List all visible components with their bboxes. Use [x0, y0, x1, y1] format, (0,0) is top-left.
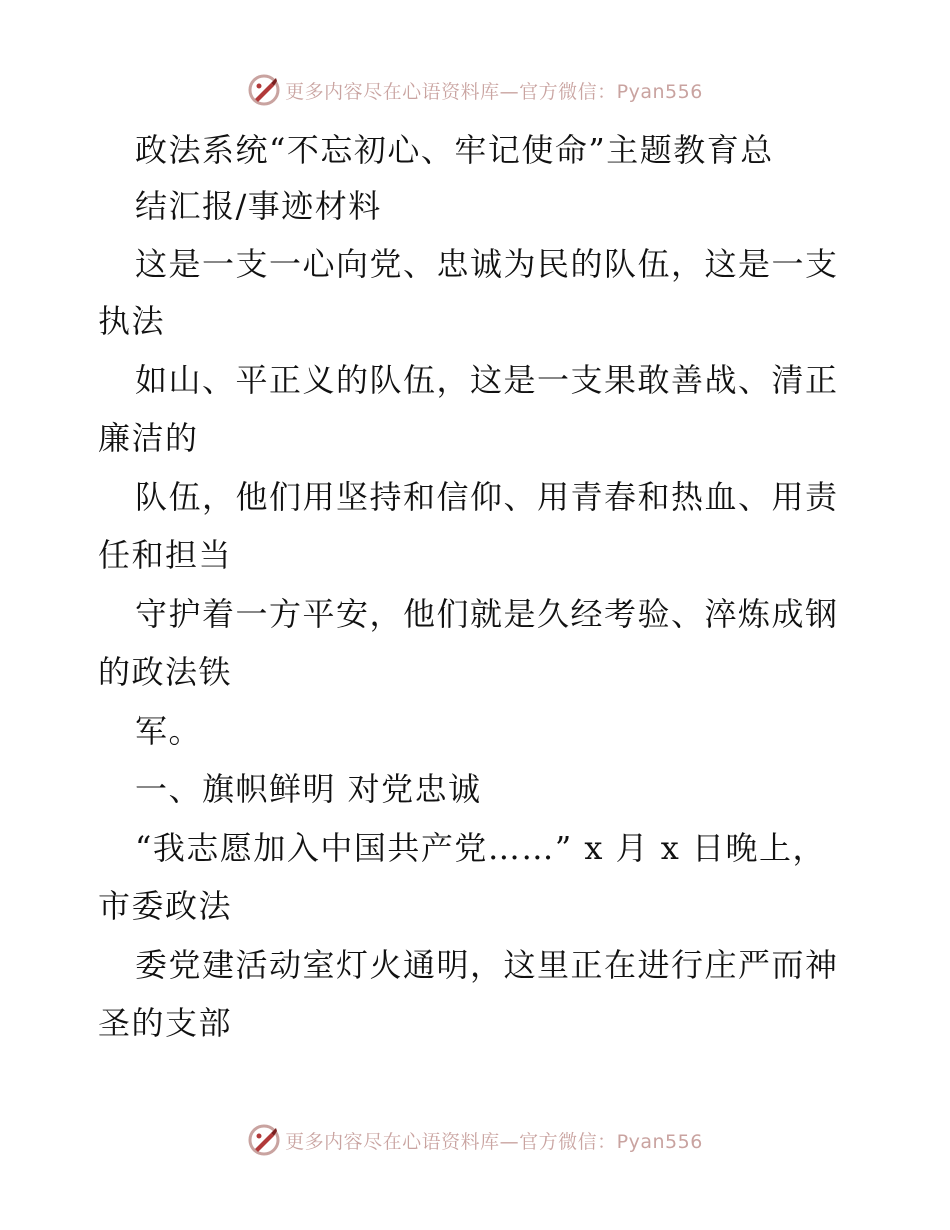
paragraph-line: 任和担当 — [98, 536, 233, 574]
quill-pen-logo-icon — [247, 73, 281, 107]
quill-pen-logo-icon — [247, 1123, 281, 1157]
header-banner-text: 更多内容尽在心语资料库—官方微信：Pyan556 — [285, 80, 703, 103]
paragraph-line: 执法 — [98, 302, 166, 340]
paragraph-line: 的政法铁 — [98, 653, 233, 691]
header-banner — [0, 70, 950, 110]
paragraph-line: 廉洁的 — [98, 419, 199, 457]
paragraph-line: 这是一支一心向党、忠诚为民的队伍，这是一支 — [135, 245, 839, 283]
title-line-2: 结汇报/事迹材料 — [135, 187, 382, 225]
footer-banner — [0, 1120, 950, 1160]
paragraph-line: 队伍，他们用坚持和信仰、用青春和热血、用责 — [135, 478, 839, 516]
paragraph-line: 圣的支部 — [98, 1004, 233, 1042]
title-line-1: 政法系统“不忘初心、牢记使命”主题教育总 — [135, 131, 774, 169]
paragraph-line: 如山、平正义的队伍，这是一支果敢善战、清正 — [135, 361, 839, 399]
footer-banner-text: 更多内容尽在心语资料库—官方微信：Pyan556 — [285, 1130, 703, 1153]
paragraph-line: “我志愿加入中国共产党……” x 月 x 日晚上， — [135, 829, 827, 867]
paragraph-line: 守护着一方平安，他们就是久经考验、淬炼成钢 — [135, 595, 839, 633]
paragraph-line: 委党建活动室灯火通明，这里正在进行庄严而神 — [135, 946, 839, 984]
paragraph-line: 市委政法 — [98, 887, 233, 925]
section-heading: 一、旗帜鲜明 对党忠诚 — [135, 770, 482, 808]
paragraph-line: 军。 — [135, 712, 203, 750]
